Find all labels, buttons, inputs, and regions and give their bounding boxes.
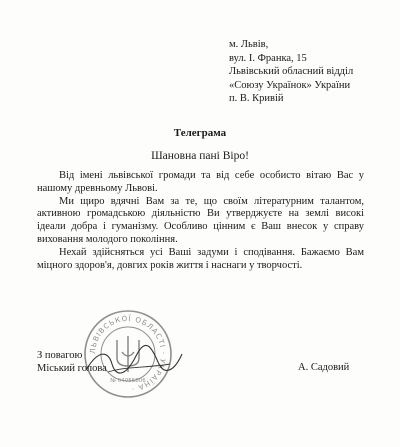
- greeting: Шановна пані Віро!: [151, 150, 249, 162]
- paragraph-3: Нехай здійсняться усі Ваші задуми і сподівання. Бажаємо Вам міцного здоров'я, довгих років життя і наснаги у творчості.: [37, 246, 364, 271]
- letter-body: [37, 170, 364, 272]
- address-union: «Союзу Українок» України: [229, 79, 351, 91]
- document-title: Телеграма: [173, 127, 227, 139]
- stamp-number: № 04055806: [110, 378, 146, 384]
- closing-position: Міський голова: [37, 363, 107, 375]
- recipient-address: [229, 38, 353, 106]
- address-street: вул. І. Франка, 15: [229, 52, 307, 64]
- address-organization: Львівський обласний відділ: [229, 66, 354, 78]
- stamp-arc-text: ЛЬВІВСЬКОЇ ОБЛАСТІ · УКРАЇНА ·: [87, 313, 169, 394]
- closing-regards: З повагою: [37, 350, 83, 361]
- signer-name: А. Садовий: [298, 362, 350, 373]
- address-city: м. Львів,: [229, 39, 269, 50]
- address-recipient: п. В. Кривій: [229, 93, 284, 105]
- paragraph-2: Ми щиро вдячні Вам за те, що своїм літературним талантом, активною громадською діяльністю Ви утверджуєте на землі високі ідеали добра і гуманізму. Особливо цінним є Ваш внесок у справу виховання молодого покоління.: [37, 195, 364, 245]
- closing-block: [37, 349, 107, 375]
- paragraph-1: Від імені львівської громади та від себе особисто вітаю Вас у нашому древньому Львові.: [37, 170, 364, 194]
